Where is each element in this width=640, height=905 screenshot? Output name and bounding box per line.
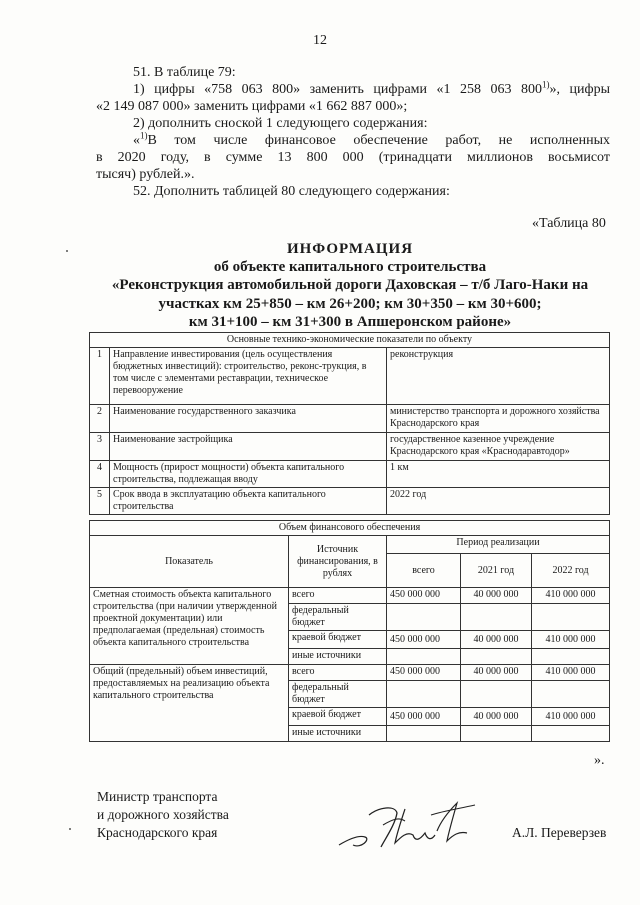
col-2021: 2021 год — [461, 554, 532, 588]
footnote-line-2: в 2020 году, в сумме 13 800 000 (тринадцати миллионов восьмисот — [96, 150, 610, 165]
col-period: Период реализации — [387, 536, 610, 554]
item-51: 51. В таблице 79: — [133, 65, 236, 80]
closing-quote: ». — [594, 753, 605, 768]
object-name-line-1: «Реконструкция автомобильной дороги Даховская – т/б Лаго-Наки на — [111, 277, 589, 293]
scan-speck — [69, 828, 71, 830]
signer-title-line-3: Краснодарского края — [97, 825, 218, 840]
table-row: 5 Срок ввода в эксплуатацию объекта капитального строительства 2022 год — [90, 488, 610, 515]
col-total: всего — [387, 554, 461, 588]
table-row: 1 Направление инвестирования (цель осуществления бюджетных инвестиций): строительство, реконс-трукция, в том числе с элементами реставрации, техническое перевооружение реконструкция — [90, 348, 610, 405]
table-row: иные источники — [90, 649, 610, 665]
table-label: «Таблица 80 — [532, 216, 606, 231]
page-number: 12 — [313, 33, 327, 48]
table-row: Сметная стоимость объекта капитального строительства (при наличии утвержденной проектной документации) или предполагаемая (предельная) стоимость объекта капитального строительства всего 450 000 000 40 000 000 410 000 000 — [90, 588, 610, 604]
table-row: краевой бюджет 450 000 000 40 000 000 410 000 000 — [90, 631, 610, 649]
handwritten-signature — [335, 795, 495, 855]
signer-name: А.Л. Переверзев — [512, 825, 607, 840]
indicator-estimate: Сметная стоимость объекта капитального строительства (при наличии утвержденной проектной документации) или предполагаемая (предельная) стоимость объекта капитального строительства — [90, 588, 289, 665]
col-indicator: Показатель — [90, 536, 289, 588]
table-row: 2 Наименование государственного заказчика министерство транспорта и дорожного хозяйства Краснодарского края — [90, 405, 610, 433]
item-52: 52. Дополнить таблицей 80 следующего содержания: — [133, 184, 450, 199]
item-51-1-cont: «2 149 087 000» заменить цифрами «1 662 887 000»; — [96, 99, 408, 114]
signer-title-line-2: и дорожного хозяйства — [97, 807, 229, 822]
doc-subtitle: об объекте капитального строительства — [213, 259, 487, 275]
signer-title-line-1: Министр транспорта — [97, 789, 218, 804]
footnote-line-3: тысяч) рублей.». — [96, 167, 195, 182]
object-name-line-3: км 31+100 – км 31+300 в Апшеронском районе» — [188, 314, 512, 330]
tech-table — [89, 332, 610, 515]
table-row: иные источники — [90, 726, 610, 742]
table-row: Общий (предельный) объем инвестиций, предоставляемых на реализацию объекта капитального строительства всего 450 000 000 40 000 000 410 000 000 — [90, 665, 610, 681]
col-2022: 2022 год — [532, 554, 610, 588]
doc-title: ИНФОРМАЦИЯ — [286, 241, 414, 257]
indicator-investment: Общий (предельный) объем инвестиций, предоставляемых на реализацию объекта капитального строительства — [90, 665, 289, 742]
finance-header: Объем финансового обеспечения — [90, 521, 610, 536]
table-row: федеральный бюджет — [90, 604, 610, 631]
table-row: 4 Мощность (прирост мощности) объекта капитального строительства, подлежащая вводу 1 км — [90, 461, 610, 488]
col-source: Источник финансирования, в рублях — [289, 536, 387, 588]
item-51-1: 1) цифры «758 063 800» заменить цифрами «1 258 063 800$^{1)}$», цифры — [133, 79, 610, 97]
footnote-line-1: «$^{1)}$В том числе финансовое обеспечение работ, не исполненных — [133, 130, 610, 148]
table-row: 3 Наименование застройщика государственное казенное учреждение Краснодарского края «Краснодаравтодор» — [90, 433, 610, 461]
table-row: федеральный бюджет — [90, 681, 610, 708]
table-row: краевой бюджет 450 000 000 40 000 000 410 000 000 — [90, 708, 610, 726]
item-51-2: 2) дополнить сноской 1 следующего содержания: — [133, 116, 428, 131]
finance-table — [89, 520, 610, 742]
scan-speck — [66, 250, 68, 252]
tech-header: Основные технико-экономические показатели по объекту — [90, 333, 610, 348]
object-name-line-2: участках км 25+850 – км 26+200; км 30+350 – км 30+600; — [158, 296, 542, 312]
